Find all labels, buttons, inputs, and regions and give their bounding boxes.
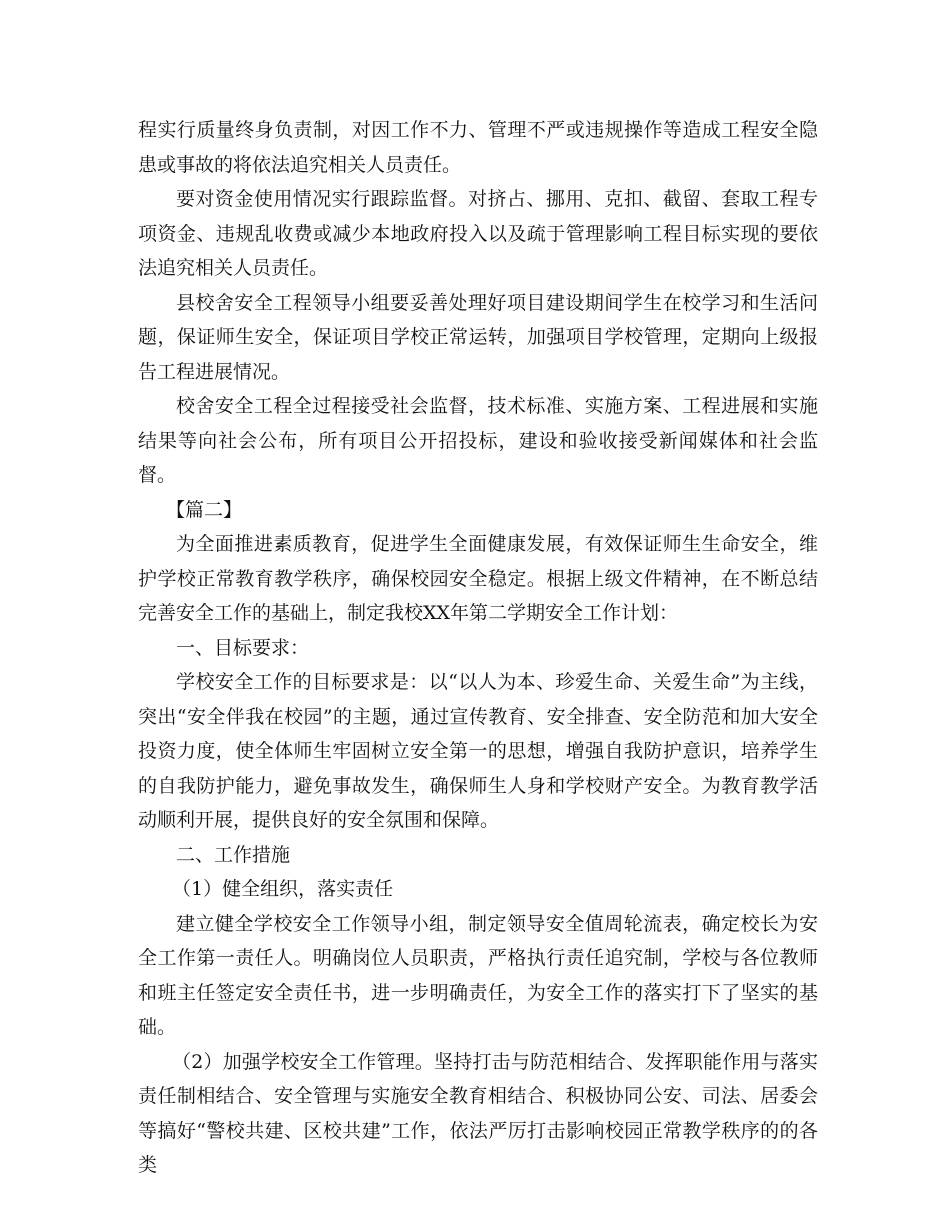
heading-goals: 一、目标要求：: [176, 636, 310, 659]
heading-measures: 二、工作措施: [176, 843, 291, 866]
subheading-organization: （1）健全组织，落实责任: [172, 878, 394, 900]
document-body: [138, 113, 818, 1183]
paragraph-introduction: 为全面推进素质教育，促进学生全面健康发展，有效保证师生生命安全，维护学校正常教育教学秩序，确保校园安全稳定。根据上级文件精神，在不断总结完善安全工作的基础上，制定我校XX年第二学期安全工作计划：: [138, 533, 818, 624]
paragraph-management: （2）加强学校安全工作管理。坚持打击与防范相结合、发挥职能作用与落实责任制相结合、安全管理与实施安全教育相结合、积极协同公安、司法、居委会等搞好“警校共建、区校共建”工作，依法严厉打击影响校园正常教学秩序的的各类: [138, 1050, 818, 1176]
paragraph-leadership-group: 县校舍安全工程领导小组要妥善处理好项目建设期间学生在校学习和生活问题，保证师生安全，保证项目学校正常运转，加强项目学校管理，定期向上级报告工程进展情况。: [138, 291, 818, 383]
paragraph-quality-responsibility: 程实行质量终身负责制，对因工作不力、管理不严或违规操作等造成工程安全隐患或事故的将依法追究相关人员责任。: [138, 119, 818, 176]
section-heading-part-two: 【篇二】: [166, 498, 243, 521]
paragraph-goals: 学校安全工作的目标要求是：以“以人为本、珍爱生命、关爱生命”为主线，突出“安全伴我在校园”的主题，通过宣传教育、安全排查、安全防范和加大安全投资力度，使全体师生牢固树立安全第一的思想，增强自我防护意识，培养学生的自我防护能力，避免事故发生，确保师生人身和学校财产安全。为教育教学活动顺利开展，提供良好的安全氛围和保障。: [138, 671, 818, 831]
paragraph-organization: 建立健全学校安全工作领导小组，制定领导安全值周轮流表，确定校长为安全工作第一责任人。明确岗位人员职责，严格执行责任追究制，学校与各位教师和班主任签定安全责任书，进一步明确责任，为安全工作的落实打下了坚实的基础。: [138, 912, 818, 1038]
paragraph-fund-supervision: 要对资金使用情况实行跟踪监督。对挤占、挪用、克扣、截留、套取工程专项资金、违规乱收费或减少本地政府投入以及疏于管理影响工程目标实现的要依法追究相关人员责任。: [138, 188, 818, 279]
paragraph-social-supervision: 校舍安全工程全过程接受社会监督，技术标准、实施方案、工程进展和实施结果等向社会公布，所有项目公开招投标，建设和验收接受新闻媒体和社会监督。: [138, 395, 818, 486]
